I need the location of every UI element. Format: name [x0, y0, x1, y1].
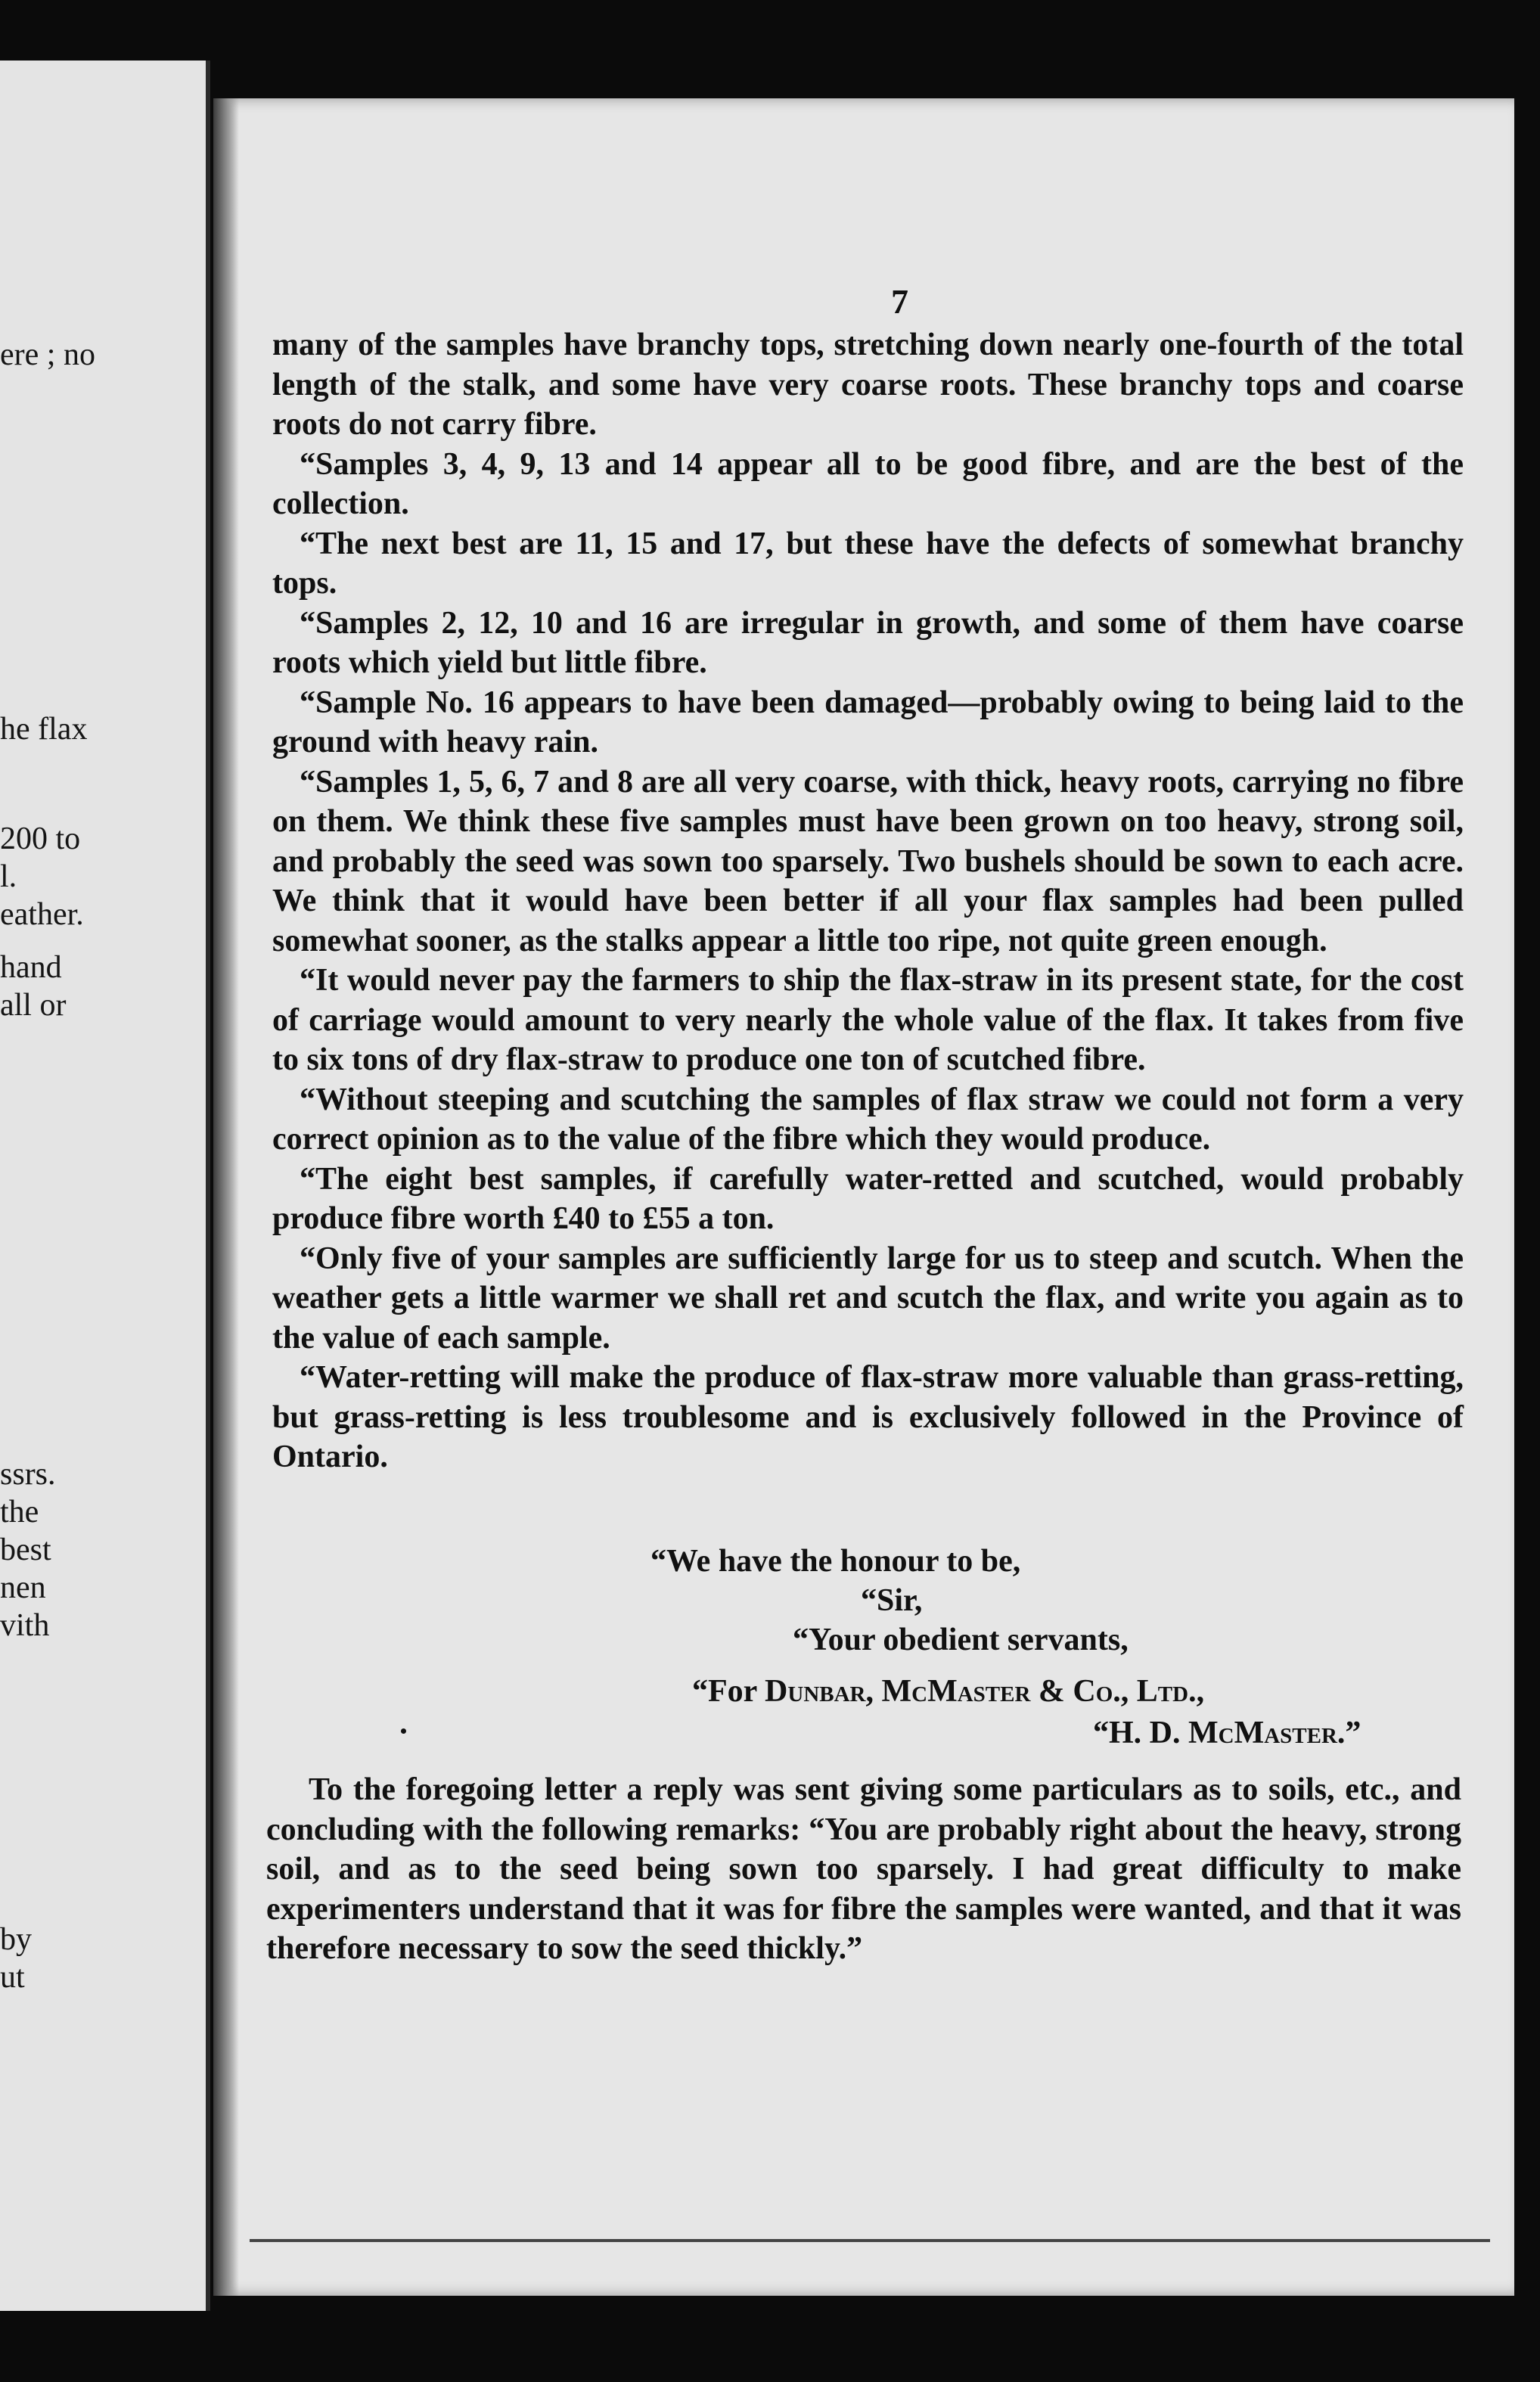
reply-paragraph-block — [266, 1770, 1461, 1969]
paragraph: “Water-retting will make the produce of flax-straw more valuable than grass-retting, but grass-retting is less troublesome and is exclusively followed in the Province of Ontario. — [272, 1360, 1464, 1474]
closing-sir: “Sir, — [861, 1583, 923, 1618]
left-page-line: vith — [0, 1608, 50, 1643]
left-page-line: by — [0, 1922, 32, 1957]
paragraph: “Samples 2, 12, 10 and 16 are irregular in growth, and some of them have coarse roots which yield but little fibre. — [272, 605, 1464, 680]
paragraph: “Without steeping and scutching the samples of flax straw we could not form a very correct opinion as to the value of the fibre which they would produce. — [272, 1082, 1464, 1157]
closing-salutation: “We have the honour to be, — [650, 1544, 1021, 1579]
page-bottom-edge — [250, 2239, 1490, 2242]
left-page-line: the — [0, 1495, 39, 1530]
signatory-name: McMaster.” — [1188, 1716, 1361, 1750]
paragraph: “Samples 1, 5, 6, 7 and 8 are all very coarse, with thick, heavy roots, carrying no fibre on them. We think these five samples must have been grown on too heavy, strong soil, and probably the seed was sown too sparsely. Two bushels should be sown to each acre. We think that it would have been better if all your flax samples had been pulled somewhat sooner, as the stalks appear a little too ripe, not quite green enough. — [272, 764, 1464, 958]
left-page-line: he flax — [0, 712, 88, 747]
left-page-line: nen — [0, 1570, 46, 1605]
left-page-line: l. — [0, 859, 17, 894]
left-page-line: all or — [0, 988, 67, 1023]
firm-name: Dunbar, McMaster & Co., Ltd., — [765, 1674, 1205, 1709]
paragraph: “Sample No. 16 appears to have been damaged—probably owing to being laid to the ground with heavy rain. — [272, 685, 1464, 759]
stray-mark — [401, 1728, 406, 1734]
signatory-line — [1093, 1713, 1361, 1753]
left-page-line: ssrs. — [0, 1457, 56, 1492]
left-page-line: hand — [0, 950, 62, 985]
left-page-line: best — [0, 1533, 51, 1567]
reply-paragraph: To the foregoing letter a reply was sent giving some particulars as to soils, etc., and concluding with the following remarks: “You are probably right about the heavy, strong soil, and as to the seed being sown too sparsely. I had great difficulty to make experimenters understand that it was for fibre the samples were wanted, and that it was therefore necessary to sow the seed thickly.” — [266, 1772, 1461, 1966]
paragraph: “The next best are 11, 15 and 17, but these have the defects of somewhat branchy tops. — [272, 526, 1464, 601]
paragraph: “Samples 3, 4, 9, 13 and 14 appear all to be good fibre, and are the best of the collection. — [272, 446, 1464, 521]
page-number: 7 — [891, 282, 908, 321]
closing-servants: “Your obedient servants, — [793, 1623, 1129, 1657]
paragraph: “It would never pay the farmers to ship the flax-straw in its present state, for the cost of carriage would amount to very nearly the whole value of the flax. It takes from five to six tons of dry flax-straw to produce one ton of scutched fibre. — [272, 963, 1464, 1077]
signatory-prefix: “H. D. — [1093, 1716, 1188, 1750]
closing-firm-prefix: “For — [692, 1674, 765, 1709]
left-facing-page — [0, 61, 210, 2311]
left-page-line: 200 to — [0, 821, 81, 856]
closing-firm-line — [692, 1672, 1204, 1711]
paragraph: many of the samples have branchy tops, stretching down nearly one-fourth of the total length of the stalk, and some have very coarse roots. These branchy tops and coarse roots do not carry fibre. — [272, 328, 1464, 442]
left-page-line: eather. — [0, 897, 84, 932]
paragraph: “The eight best samples, if carefully water-retted and scutched, would probably produce fibre worth £40 to £55 a ton. — [272, 1161, 1464, 1236]
page-gutter — [213, 98, 239, 2296]
left-page-line: ut — [0, 1960, 25, 1995]
left-page-line: ere ; no — [0, 337, 95, 372]
paragraph: “Only five of your samples are sufficiently large for us to steep and scutch. When the weather gets a little warmer we shall ret and scutch the flax, and write you again as to the value of each sample. — [272, 1241, 1464, 1356]
letter-body — [272, 325, 1464, 1477]
